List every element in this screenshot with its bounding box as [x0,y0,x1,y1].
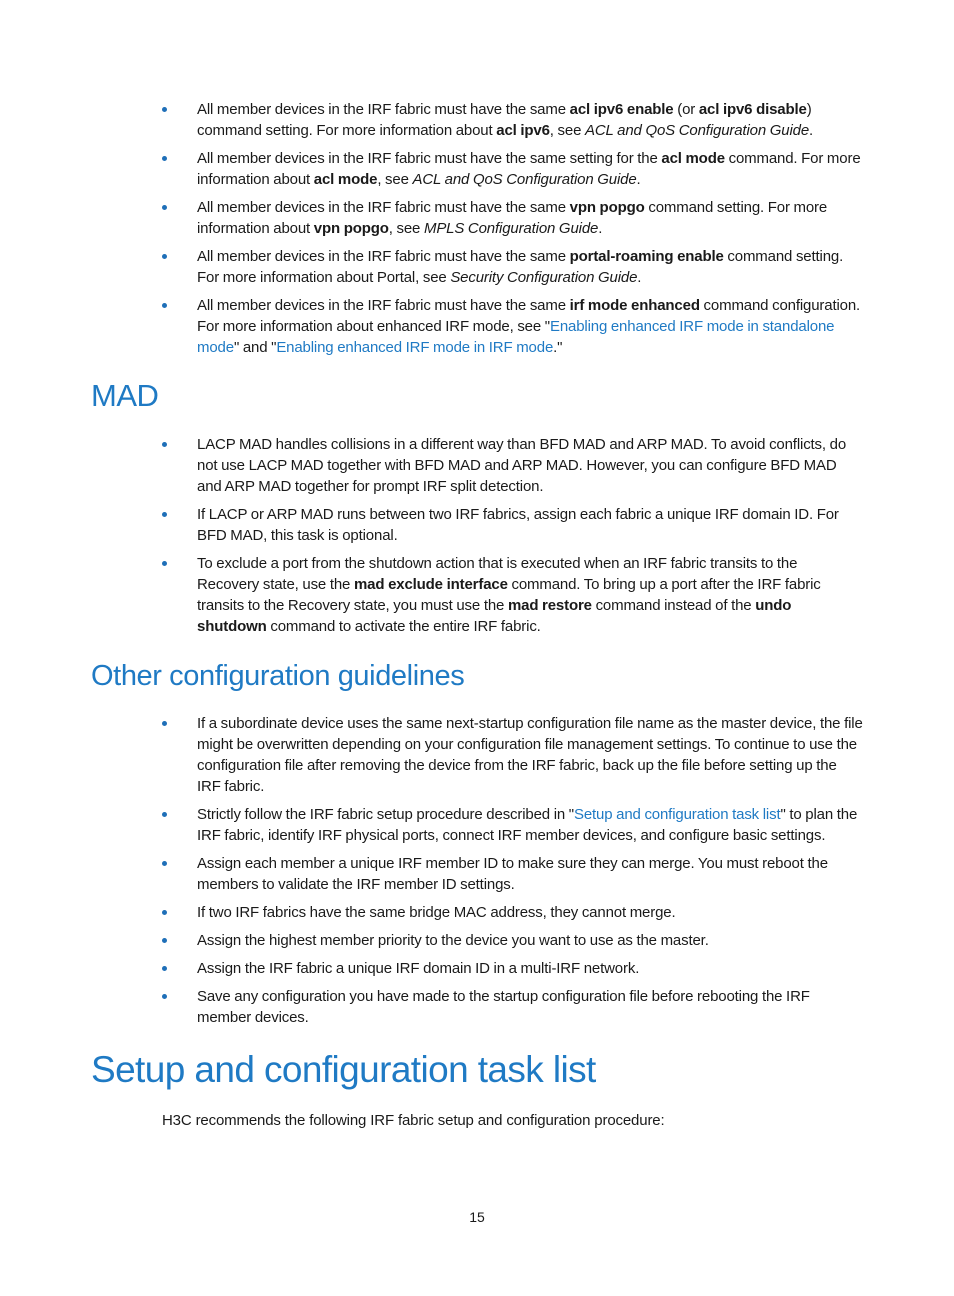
text: Assign each member a unique IRF member ID to make sure they can merge. You must reboot the members to validate the IRF member ID settings. [197,855,828,893]
bullet-icon [162,721,167,726]
text: command. For more information about [197,150,861,188]
guide-reference: MPLS Configuration Guide [423,220,599,237]
text: command instead of the [591,597,756,614]
command-keyword: acl ipv6 disable [698,101,807,118]
command-keyword: acl ipv6 [496,122,550,139]
list-item [0,553,863,637]
text: " and " [233,339,277,356]
guide-reference: ACL and QoS Configuration Guide [412,171,637,188]
text: All member devices in the IRF fabric must have the same [197,199,570,216]
link-enhanced-irf-irf-mode[interactable]: Enabling enhanced IRF mode in IRF mode [276,339,554,356]
list-item [0,804,863,846]
list-item [0,504,863,546]
command-keyword: undo shutdown [197,597,792,635]
list-item [0,434,863,497]
text: LACP MAD handles collisions in a different way than BFD MAD and ARP MAD. To avoid conflicts, do not use LACP MAD together with BFD MAD and ARP MAD. However, you can configure BFD MAD and ARP MAD together for prompt IRF split detection. [197,436,847,495]
text: command configuration. For more information about enhanced IRF mode, see " [197,297,861,335]
text: , see [377,171,413,188]
list-item [0,713,863,797]
heading-other-guidelines: Other configuration guidelines [91,660,465,692]
heading-mad: MAD [91,378,159,413]
text: If LACP or ARP MAD runs between two IRF fabrics, assign each fabric a unique IRF domain ID. For BFD MAD, this task is optional. [197,506,839,544]
bullet-icon [162,254,167,259]
command-keyword: acl mode [313,171,378,188]
text: . [809,122,814,139]
command-keyword: acl mode [661,150,725,167]
irf-requirements-list [0,99,954,365]
text: Assign the highest member priority to the device you want to use as the master. [197,932,709,949]
command-keyword: irf mode enhanced [569,297,700,314]
text: All member devices in the IRF fabric must have the same [197,297,570,314]
list-item [0,986,863,1028]
list-item [0,295,863,358]
link-enhanced-irf-standalone[interactable]: Enabling enhanced IRF mode in standalone mode [197,318,835,356]
text: command to activate the entire IRF fabric. [266,618,541,635]
text: All member devices in the IRF fabric must have the same [197,248,570,265]
text: , see [549,122,585,139]
mad-list [0,434,954,644]
text: command setting. For more information about Portal, see [197,248,844,286]
bullet-icon [162,303,167,308]
text: . [598,220,603,237]
text: " to plan the IRF fabric, identify IRF physical ports, connect IRF member devices, and configure basic settings. [197,806,858,844]
text: Assign the IRF fabric a unique IRF domain ID in a multi-IRF network. [197,960,640,977]
bullet-icon [162,966,167,971]
guide-reference: ACL and QoS Configuration Guide [584,122,810,139]
guide-reference: Security Configuration Guide [450,269,638,286]
text: . [637,269,642,286]
link-setup-task-list[interactable]: Setup and configuration task list [573,806,781,823]
heading-setup-task-list: Setup and configuration task list [91,1049,596,1090]
list-item [0,246,863,288]
command-keyword: mad exclude interface [353,576,508,593]
bullet-icon [162,938,167,943]
text: All member devices in the IRF fabric must have the same [197,101,570,118]
text: command. To bring up a port after the IRF fabric transits to the Recovery state, you must use the [197,576,821,614]
command-keyword: mad restore [507,597,592,614]
bullet-icon [162,861,167,866]
text: To exclude a port from the shutdown action that is executed when an IRF fabric transits to the Recovery state, use the [197,555,798,593]
setup-intro: H3C recommends the following IRF fabric setup and configuration procedure: [162,1112,665,1129]
list-item [0,902,863,923]
list-item [0,930,863,951]
command-keyword: vpn popgo [569,199,645,216]
command-keyword: acl ipv6 enable [569,101,674,118]
bullet-icon [162,812,167,817]
text: ) command setting. For more information about [197,101,812,139]
text: If two IRF fabrics have the same bridge MAC address, they cannot merge. [197,904,676,921]
page-number: 15 [469,1209,485,1225]
text: ." [553,339,563,356]
list-item [0,148,863,190]
bullet-icon [162,107,167,112]
bullet-icon [162,994,167,999]
text: command setting. For more information about [197,199,828,237]
list-item [0,958,863,979]
bullet-icon [162,512,167,517]
other-guidelines-list [0,713,954,1035]
list-item [0,853,863,895]
text: , see [388,220,424,237]
text: All member devices in the IRF fabric must have the same setting for the [197,150,662,167]
command-keyword: vpn popgo [313,220,389,237]
text: If a subordinate device uses the same next-startup configuration file name as the master device, the file might be overwritten depending on your configuration file management settings. To continue to use the configuration file after removing the device from the IRF fabric, back up the file before setting up the IRF fabric. [197,715,863,795]
bullet-icon [162,442,167,447]
text: (or [673,101,699,118]
list-item [0,99,863,141]
text: . [636,171,641,188]
bullet-icon [162,910,167,915]
bullet-icon [162,205,167,210]
text: Save any configuration you have made to the startup configuration file before rebooting the IRF member devices. [197,988,810,1026]
bullet-icon [162,561,167,566]
list-item [0,197,863,239]
text: Strictly follow the IRF fabric setup procedure described in " [197,806,574,823]
bullet-icon [162,156,167,161]
command-keyword: portal-roaming enable [569,248,724,265]
